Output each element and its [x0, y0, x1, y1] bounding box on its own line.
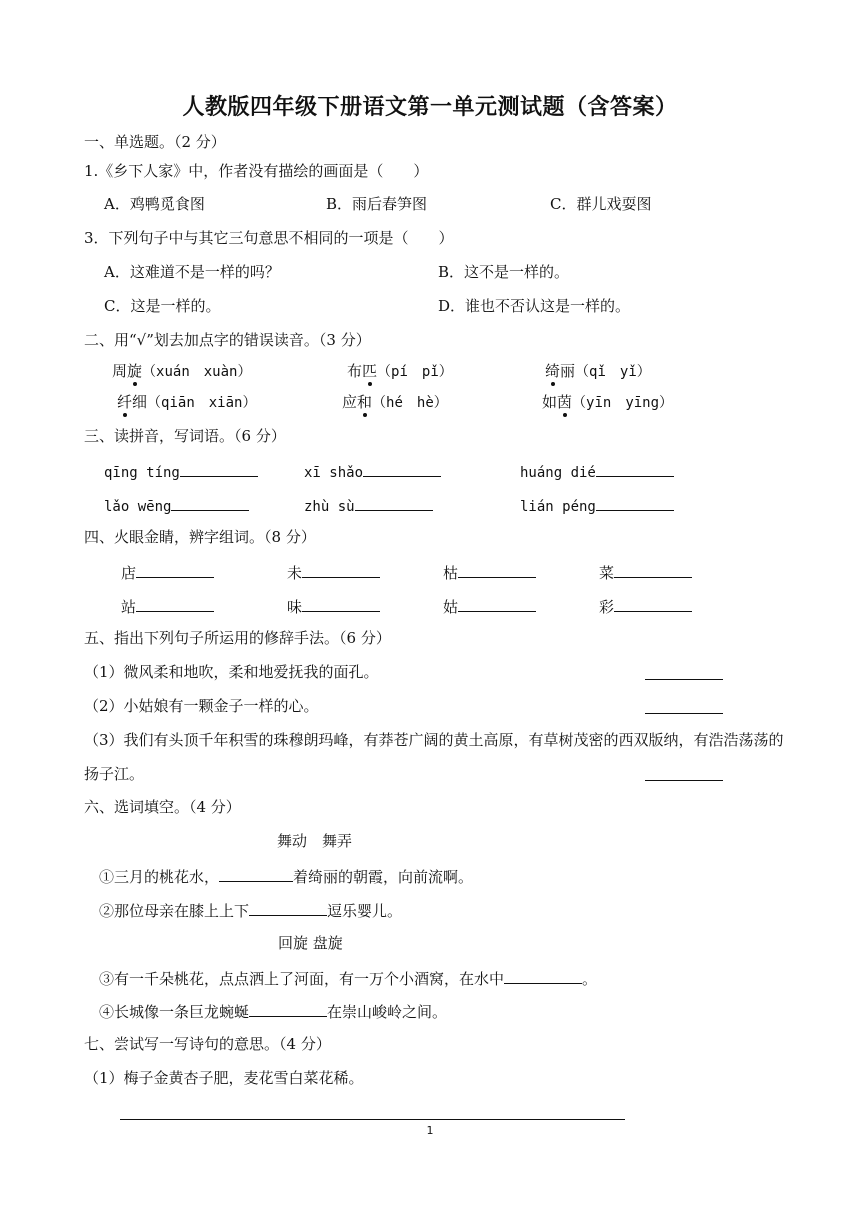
- text: 。: [582, 970, 598, 988]
- pinyin-text: xī shǎo: [304, 465, 364, 481]
- text: 在崇山峻岭之间。: [327, 1003, 448, 1021]
- dotted-char: 旋: [127, 362, 143, 380]
- fill-question-1: [99, 865, 473, 887]
- word-char: 布: [347, 362, 363, 380]
- section-4-heading: 四、火眼金睛，辨字组词。（8 分）: [84, 528, 316, 546]
- dotted-char: 匹: [362, 362, 378, 380]
- char-blank: [443, 561, 536, 583]
- pinyin-blank: [520, 460, 674, 483]
- q3-option-c: C．这是一样的。: [104, 297, 221, 315]
- dotted-char: 绮: [545, 362, 561, 380]
- section-6-heading: 六、选词填空。（4 分）: [84, 798, 241, 816]
- pinyin-item: [545, 361, 651, 382]
- text: 逗乐婴儿。: [327, 902, 403, 920]
- q1-option-c: C．群儿戏耍图: [550, 195, 652, 213]
- section-2-heading: 二、用“√”划去加点字的错误读音。（3 分）: [84, 331, 371, 349]
- char-blank: [121, 561, 214, 583]
- pinyin-blank: [104, 494, 249, 517]
- answer-blank[interactable]: [355, 494, 433, 511]
- answer-blank[interactable]: [458, 561, 536, 578]
- word-char: 应: [342, 393, 358, 411]
- q3-option-d: D．谁也不否认这是一样的。: [438, 297, 631, 315]
- pinyin-options: （qǐ yǐ）: [575, 364, 651, 380]
- text: ①三月的桃花水，: [99, 868, 220, 886]
- dotted-char: 纤: [117, 393, 133, 411]
- pinyin-item: [542, 392, 673, 413]
- answer-blank[interactable]: [136, 595, 214, 612]
- pinyin-blank: [304, 494, 433, 517]
- char: 彩: [599, 598, 615, 616]
- word-choices-2: 回旋 盘旋: [278, 934, 343, 952]
- text: ④长城像一条巨龙蜿蜒: [99, 1003, 250, 1021]
- answer-blank[interactable]: [504, 967, 582, 984]
- rhetoric-question-1: （1）微风柔和地吹，柔和地爱抚我的面孔。: [84, 663, 379, 681]
- char: 姑: [443, 598, 459, 616]
- pinyin-blank: [104, 460, 258, 483]
- answer-blank[interactable]: [645, 713, 723, 714]
- char-blank: [443, 595, 536, 617]
- answer-blank[interactable]: [645, 679, 723, 680]
- pinyin-options: （qiān xiān）: [147, 395, 257, 411]
- char: 枯: [443, 564, 459, 582]
- fill-question-4: [99, 1000, 447, 1022]
- word-char: 周: [112, 362, 128, 380]
- word-char: 细: [132, 393, 148, 411]
- section-1-heading: 一、单选题。（2 分）: [84, 133, 226, 151]
- pinyin-options: （pí pǐ）: [377, 364, 453, 380]
- word-choices-1: 舞动 舞弄: [277, 832, 353, 850]
- question-1: 1.《乡下人家》中，作者没有描绘的画面是（ ）: [84, 162, 429, 180]
- word-char: 如: [542, 393, 558, 411]
- pinyin-options: （xuán xuàn）: [142, 364, 252, 380]
- pinyin-blank: [304, 460, 441, 483]
- q1-option-b: B．雨后春笋图: [326, 195, 428, 213]
- q3-option-b: B．这不是一样的。: [438, 263, 570, 281]
- pinyin-text: qīng tíng: [104, 465, 180, 481]
- dotted-char: 和: [357, 393, 373, 411]
- answer-blank[interactable]: [645, 780, 723, 781]
- answer-blank[interactable]: [596, 460, 674, 477]
- section-7-heading: 七、尝试写一写诗句的意思。（4 分）: [84, 1035, 331, 1053]
- poem-question-1: （1）梅子金黄杏子肥，麦花雪白菜花稀。: [84, 1069, 364, 1087]
- pinyin-text: lián péng: [520, 499, 596, 515]
- fill-question-3: [99, 967, 597, 989]
- char: 味: [287, 598, 303, 616]
- question-3: 3．下列句子中与其它三句意思不相同的一项是（ ）: [84, 229, 454, 247]
- answer-blank[interactable]: [302, 561, 380, 578]
- pinyin-text: zhù sù: [304, 499, 355, 515]
- answer-blank[interactable]: [363, 460, 441, 477]
- answer-blank[interactable]: [180, 460, 258, 477]
- answer-blank[interactable]: [171, 494, 249, 511]
- char: 菜: [599, 564, 615, 582]
- answer-blank[interactable]: [614, 595, 692, 612]
- pinyin-text: lǎo wēng: [104, 499, 172, 515]
- answer-blank[interactable]: [596, 494, 674, 511]
- pinyin-blank: [520, 494, 674, 517]
- text: 着绮丽的朝霞，向前流啊。: [293, 868, 474, 886]
- answer-blank[interactable]: [136, 561, 214, 578]
- char-blank: [599, 595, 692, 617]
- pinyin-item: [342, 392, 448, 413]
- page-title: 人教版四年级下册语文第一单元测试题（含答案）: [182, 94, 678, 120]
- answer-blank[interactable]: [219, 865, 293, 882]
- char: 站: [121, 598, 137, 616]
- char-blank: [287, 561, 380, 583]
- char: 店: [121, 564, 137, 582]
- char: 未: [287, 564, 303, 582]
- word-char: 丽: [560, 362, 576, 380]
- answer-blank[interactable]: [302, 595, 380, 612]
- pinyin-item: [112, 361, 251, 382]
- answer-blank[interactable]: [458, 595, 536, 612]
- pinyin-item: [117, 392, 256, 413]
- answer-blank[interactable]: [614, 561, 692, 578]
- text: ③有一千朵桃花，点点洒上了河面，有一万个小酒窝，在水中: [99, 970, 505, 988]
- q3-option-a: A．这难道不是一样的吗？: [104, 263, 280, 281]
- rhetoric-question-3: （3）我们有头顶千年积雪的珠穆朗玛峰，有莽苍广阔的黄土高原，有草树茂密的西双版纳，有浩浩荡荡的扬子江。: [84, 731, 784, 783]
- pinyin-item: [347, 361, 453, 382]
- q1-option-a: A．鸡鸭觅食图: [104, 195, 205, 213]
- char-blank: [287, 595, 380, 617]
- fill-question-2: [99, 899, 402, 921]
- section-5-heading: 五、指出下列句子所运用的修辞手法。（6 分）: [84, 629, 391, 647]
- char-blank: [121, 595, 214, 617]
- answer-blank[interactable]: [249, 899, 327, 916]
- pinyin-text: huáng dié: [520, 465, 596, 481]
- text: ②那位母亲在膝上上下: [99, 902, 250, 920]
- footer-rule: [120, 1119, 625, 1120]
- section-3-heading: 三、读拼音，写词语。（6 分）: [84, 427, 286, 445]
- char-blank: [599, 561, 692, 583]
- answer-blank[interactable]: [249, 1000, 327, 1017]
- rhetoric-question-2: （2）小姑娘有一颗金子一样的心。: [84, 697, 319, 715]
- pinyin-options: （yīn yīng）: [572, 395, 674, 411]
- pinyin-options: （hé hè）: [372, 395, 448, 411]
- page-number: 1: [426, 1124, 434, 1137]
- dotted-char: 茵: [557, 393, 573, 411]
